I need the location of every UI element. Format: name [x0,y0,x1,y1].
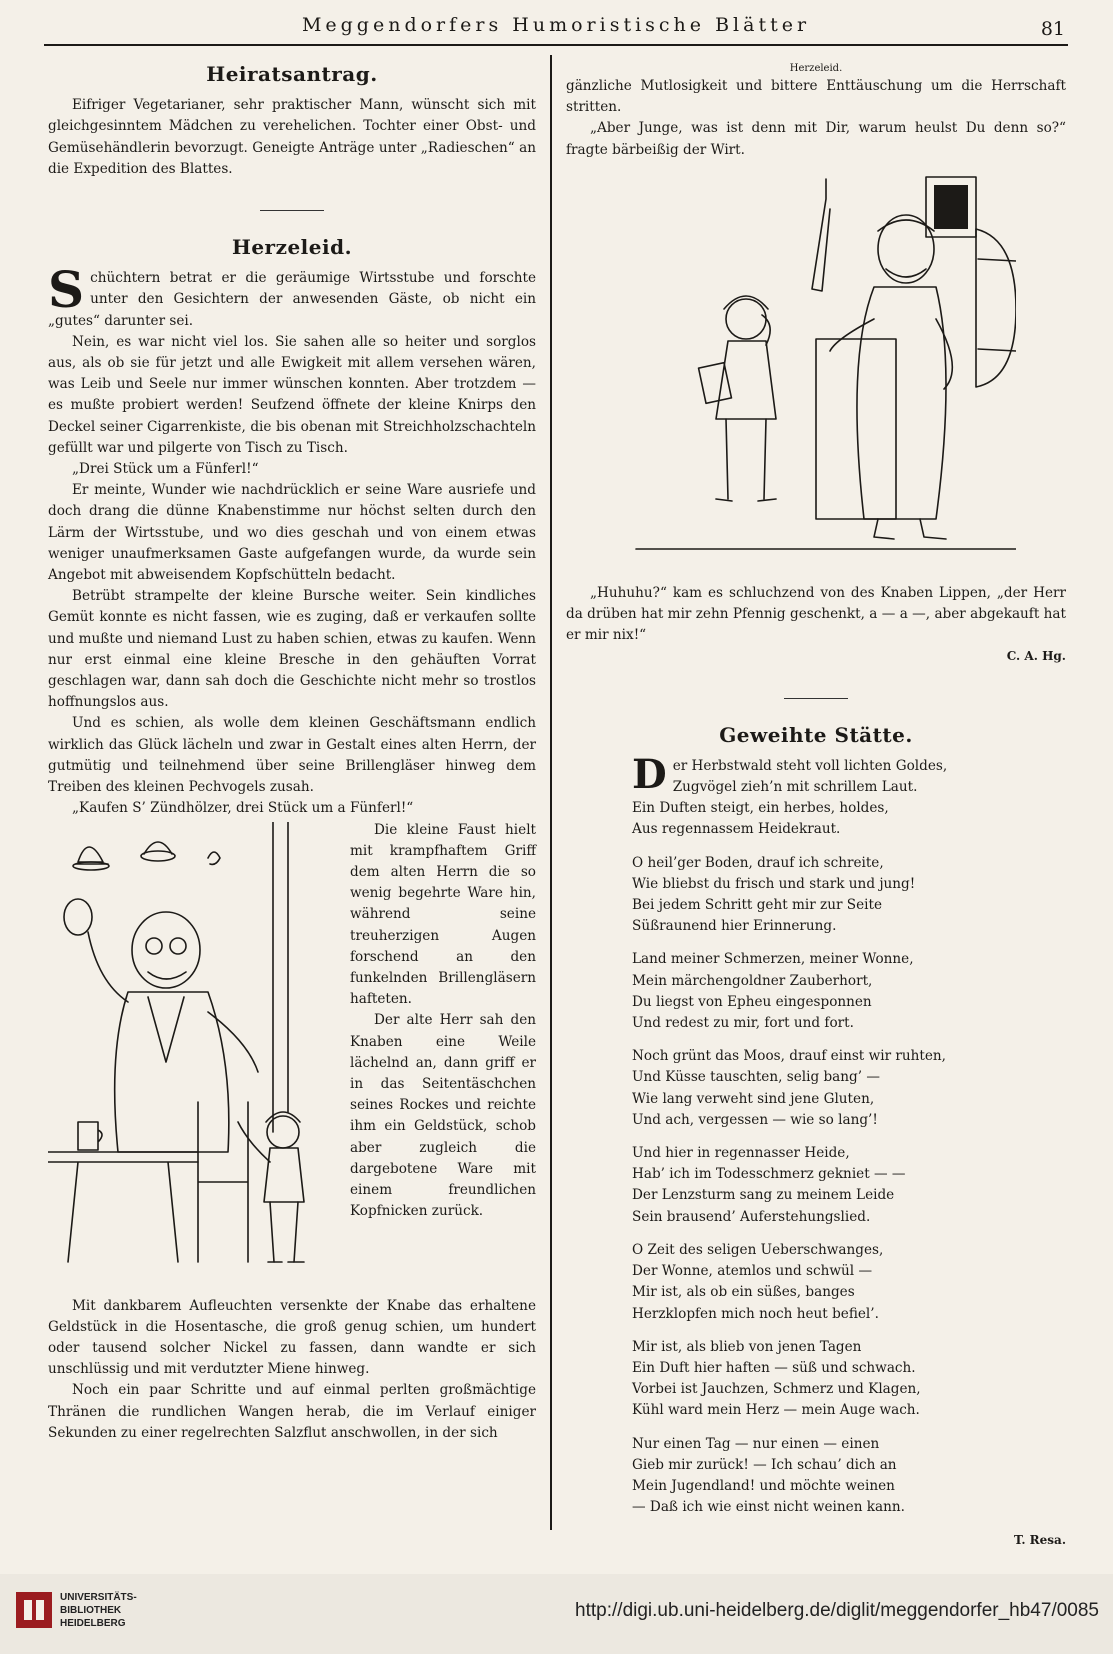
herzeleid-para-7: „Kaufen S’ Zündhölzer, drei Stück um a Fünferl!“ [72,800,414,817]
poem-line: Ein Duften steigt, ein herbes, holdes, [632,800,889,817]
poem-line: Bei jedem Schritt geht mir zur Seite [632,897,882,914]
herzeleid-para-2: Nein, es war nicht viel los. Sie sahen alle so heiter und sorglos aus, als ob sie für jetzt und alle Ewigkeit mit allem versehen wären, was Leib und Seele nur immer wünschen konnten. Aber trotzdem — es mußte probiert werden! Seufzend öffnete der kleine Knirps den Deckel seiner Cigarrenkiste, die bis obenan mit Streichholzschachteln gefüllt war und pilgerte von Tisch zu Tisch. [48,333,536,456]
illustration-old-man-and-boy [48,822,338,1292]
poem-stanza [566,750,1066,841]
poem-line: O Zeit des seligen Ueberschwanges, [632,1241,884,1258]
poem-line: Du liegst von Epheu eingesponnen [632,993,872,1010]
heiratsantrag-title: Heiratsantrag. [206,62,378,86]
poem-line: Mein Jugendland! und möchte weinen [632,1477,895,1494]
poem-line: Zugvögel zieh’n mit schrillem Laut. [672,779,918,796]
poem-line: O heil’ger Boden, drauf ich schreite, [632,854,884,871]
masthead-title: Meggendorfers Humoristische Blätter [301,14,811,36]
source-url[interactable]: http://digi.ub.uni-heidelberg.de/diglit/meggendorfer_hb47/0085 [575,1600,1099,1621]
poem-stanza [566,853,1066,938]
illustration-innkeeper-and-crying-boy [616,169,1016,569]
herzeleid-para-11: Noch ein paar Schritte und auf einmal perlten großmächtige Thränen die rundlichen Wangen herab, die im Verlauf einiger Sekunden zu einer regelrechten Salzflut anschwollen, in der sich [48,1382,536,1441]
poem-line: Land meiner Schmerzen, meiner Wonne, [632,951,914,968]
poem-line: Herzklopfen mich noch heut befiel’. [632,1305,879,1322]
poem-line: Der Wonne, atemlos und schwül — [632,1263,873,1280]
herzeleid-title: Herzeleid. [231,235,353,260]
poem-line: Noch grünt das Moos, drauf einst wir ruhten, [632,1048,946,1065]
poem-line: Und ach, vergessen — wie so lang’! [632,1111,878,1128]
geweihte-staette-title: Geweihte Stätte. [719,722,913,747]
herzeleid-continued: gänzliche Mutlosigkeit und bittere Enttäuschung um die Herrschaft stritten. [566,78,1066,116]
herzeleid-para-10: Mit dankbarem Aufleuchten versenkte der Knabe das erhaltene Geldstück in die Hosentasche, die groß genug schien, um hundert oder tausend solcher Nickel zu fassen, dann wandte er sich unschlüssig und mit verdutzter Miene hinweg. [48,1297,536,1378]
poem-line: — Daß ich wie einst nicht weinen kann. [632,1499,905,1516]
library-name: UNIVERSITÄTS- BIBLIOTHEK HEIDELBERG [60,1592,137,1629]
heidelberg-library-logo-icon [14,1590,54,1630]
poem-stanza [566,1143,1066,1228]
poem-line: Wie lang verweht sind jene Gluten, [632,1090,875,1107]
poem-line: Und Küsse tauschten, selig bang’ — [632,1069,880,1086]
herzeleid-para-3: „Drei Stück um a Fünferl!“ [72,461,259,478]
poem-stanza [566,1434,1066,1519]
drop-cap: S [48,260,85,320]
poem-line: Mir ist, als ob ein süßes, banges [632,1284,855,1301]
herzeleid-para-6: Und es schien, als wolle dem kleinen Geschäftsmann endlich wirklich das Glück lächeln und zwar in Gestalt eines alten Herrn, der gutmütig und teilnehmend über seine Brillengläser hinweg dem Treiben des kleinen Pechvogels zusah. [48,715,536,796]
poem-stanza [566,1337,1066,1422]
herzeleid-signature: C. A. Hg. [1006,649,1066,664]
herzeleid-para-4: Er meinte, Wunder wie nachdrücklich er seine Ware ausriefe und doch drang die dünne Knabenstimme nur höchst selten durch den Lärm der Wirtsstube, und wo dies geschah und von einem etwas weniger unaufmerksamen Gaste aufgefangen wurde, da wurde sein Angebot mit abweisendem Kopfschütteln bedacht. [48,482,536,584]
poem-line: Mein märchengoldner Zauberhort, [632,972,873,989]
poem-line: Der Lenzsturm sang zu meinem Leide [632,1187,895,1204]
poem-line: Kühl ward mein Herz — mein Auge wach. [632,1402,920,1419]
right-column [566,62,1066,1552]
poem-drop-cap: D [632,750,667,798]
column-divider [550,55,552,1530]
herzeleid-para-9: Der alte Herr sah den Knaben eine Weile lächelnd an, dann griff er in das Seitentäschchen seines Rockes und reichte ihm ein Geldstück, schob aber zugleich die dargebotene Ware mit einem freundlichen Kopfnicken zurück. [350,1012,536,1220]
poem-line: Mir ist, als blieb von jenen Tagen [632,1338,862,1355]
poem-line: Ein Duft hier haften — süß und schwach. [632,1359,916,1376]
poem-line: Und hier in regennasser Heide, [632,1145,850,1162]
heiratsantrag-text: Eifriger Vegetarianer, sehr praktischer Mann, wünscht sich mit gleichgesinntem Mädchen zu verehelichen. Tochter einer Obst- und Gemüsehändlerin bevorzugt. Geneigte Anträge unter „Radieschen“ an die Expedition des Blattes. [48,97,536,177]
herzeleid-para-5: Betrübt strampelte der kleine Bursche weiter. Sein kindliches Gemüt konnte es nicht fassen, wie es zuging, daß er verkaufen sollte und mußte und niemand Lust zu haben schien, etwas zu kaufen. Wenn nur erst einmal eine kleine Bresche in den gehäuften Vorrat geschlagen war, dann sah doch die Geschichte nicht mehr so trostlos hoffnungslos aus. [48,588,536,711]
poem-author: T. Resa. [1013,1533,1066,1548]
left-column [48,60,536,1444]
poem-line: Süßraunend hier Erinnerung. [632,918,837,935]
poem-stanza [566,949,1066,1034]
poem-line: Nur einen Tag — nur einen — einen [632,1435,880,1452]
poem-line: Sein brausend’ Auferstehungslied. [632,1208,871,1225]
poem-line: Und redest zu mir, fort und fort. [632,1015,854,1032]
herzeleid-para-1: Schüchtern betrat er die geräumige Wirtsstube und forschte unter den Gesichtern der anwesenden Gäste, ob nicht ein „gutes“ darunter sei. [48,260,536,329]
section-separator [260,210,324,211]
page-number: 81 [1040,18,1065,40]
herzeleid-para-8: Die kleine Faust hielt mit krampfhaftem Griff dem alten Herrn die so wenig begehrte Ware hin, während seine treuherzigen Augen forschend an den funkelnden Brillengläsern hafteten. [350,821,536,1008]
poem-line: Wie bliebst du frisch und stark und jung! [632,875,916,892]
poem-line: Hab’ ich im Todesschmerz gekniet — — [632,1166,906,1183]
poem [566,750,1066,1519]
herzeleid-boy-answer: „Huhuhu?“ kam es schluchzend von des Knaben Lippen, „der Herr da drüben hat mir zehn Pfennig geschenkt, a — a —, aber abgekauft hat er mir nix!“ [566,584,1066,644]
header-rule [44,44,1068,46]
poem-line: Gieb mir zurück! — Ich schau’ dich an [632,1456,897,1473]
library-footer [0,1574,1113,1654]
section-separator-right [784,698,848,699]
herzeleid-wirt-question: „Aber Junge, was ist denn mit Dir, warum heulst Du denn so?“ fragte bärbeißig der Wirt. [566,120,1066,158]
poem-stanza [566,1046,1066,1131]
poem-stanza [566,1240,1066,1325]
poem-line: Vorbei ist Jauchzen, Schmerz und Klagen, [632,1381,921,1398]
running-head: Herzeleid. [789,63,843,74]
poem-line: Der Herbstwald steht voll lichten Goldes, [632,750,948,798]
poem-line: Aus regennassem Heidekraut. [632,821,841,838]
